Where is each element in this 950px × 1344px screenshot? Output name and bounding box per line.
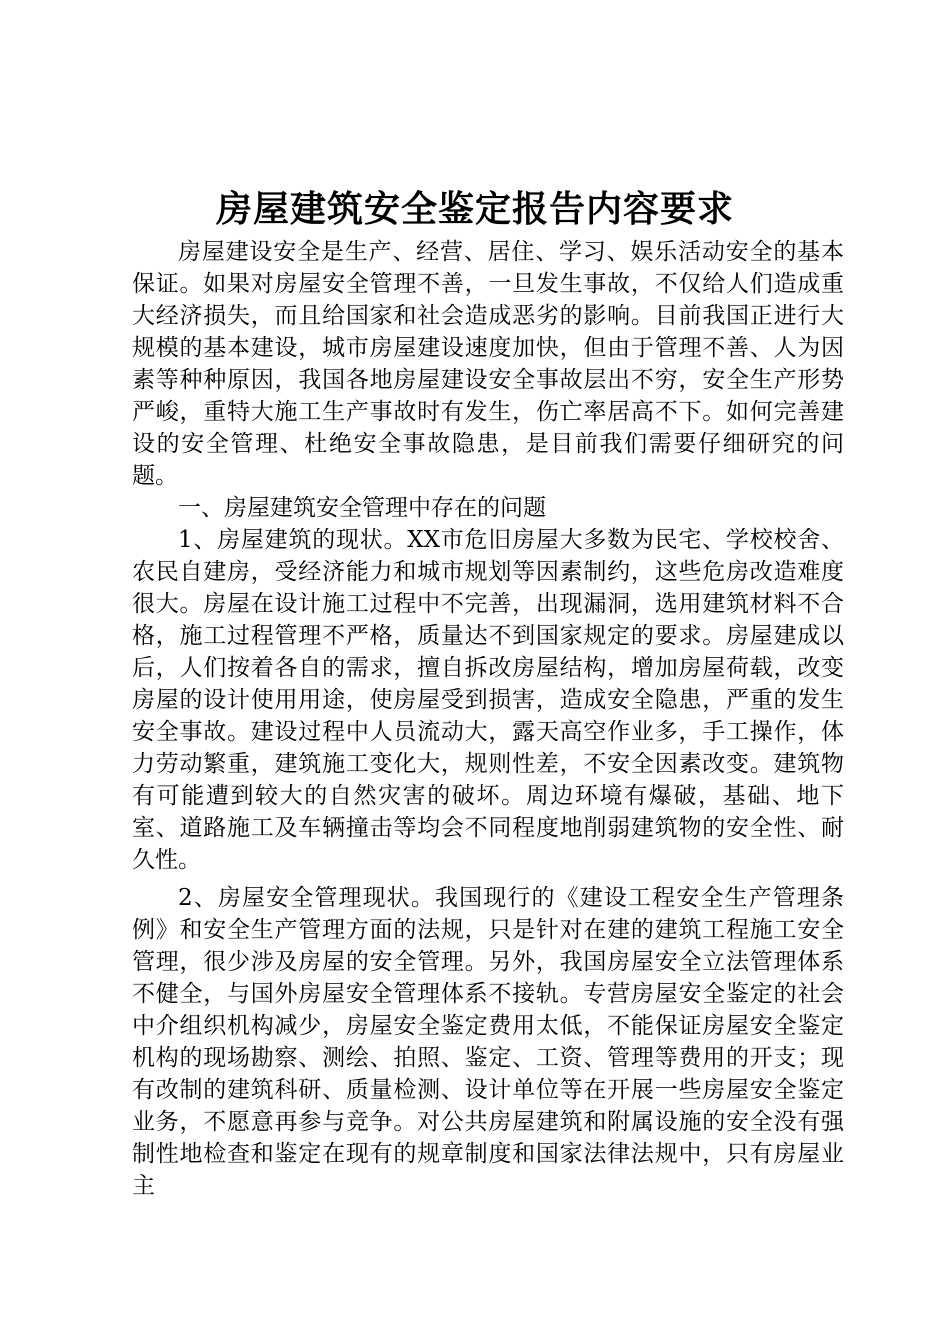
intro-paragraph: 房屋建设安全是生产、经营、居住、学习、娱乐活动安全的基本保证。如果对房屋安全管理不善，一旦发生事故，不仅给人们造成重大经济损失，而且给国家和社会造成恶劣的影响。目前我国正进行大规模的基本建设，城市房屋建设速度加快，但由于管理不善、人为因素等种种原因，我国各地房屋建设安全事故层出不穷，安全生产形势严峻，重特大施工生产事故时有发生，伤亡率居高不下。如何完善建设的安全管理、杜绝安全事故隐患，是目前我们需要仔细研究的问题。 [132,239,844,489]
section-heading: 一、房屋建筑安全管理中存在的问题 [178,495,546,521]
document-body [132,236,844,1202]
paragraph-safety-management: 2、房屋安全管理现状。我国现行的《建设工程安全生产管理条例》和安全生产管理方面的法规，只是针对在建的建筑工程施工安全管理，很少涉及房屋的安全管理。另外，我国房屋安全立法管理体系不健全，与国外房屋安全管理体系不接轨。专营房屋安全鉴定的社会中介组织机构减少，房屋安全鉴定费用太低，不能保证房屋安全鉴定机构的现场勘察、测绘、拍照、鉴定、工资、管理等费用的开支；现有改制的建筑科研、质量检测、设计单位等在开展一些房屋安全鉴定业务，不愿意再参与竞争。对公共房屋建筑和附属设施的安全没有强制性地检查和鉴定在现有的规章制度和国家法律法规中，只有房屋业主 [132,885,844,1199]
document-title: 房屋建筑安全鉴定报告内容要求 [215,188,734,230]
paragraph-building-status: 1、房屋建筑的现状。XX市危旧房屋大多数为民宅、学校校舍、农民自建房，受经济能力和城市规划等因素制约，这些危房改造难度很大。房屋在设计施工过程中不完善，出现漏洞，选用建筑材料不合格，施工过程管理不严格，质量达不到国家规定的要求。房屋建成以后，人们按着各自的需求，擅自拆改房屋结构，增加房屋荷载，改变房屋的设计使用用途，使房屋受到损害，造成安全隐患，严重的发生安全事故。建设过程中人员流动大，露天高空作业多，手工操作，体力劳动繁重，建筑施工变化大，规则性差，不安全因素改变。建筑物有可能遭到较大的自然灾害的破坏。周边环境有爆破，基础、地下室、道路施工及车辆撞击等均会不同程度地削弱建筑物的安全性、耐久性。 [132,527,844,873]
